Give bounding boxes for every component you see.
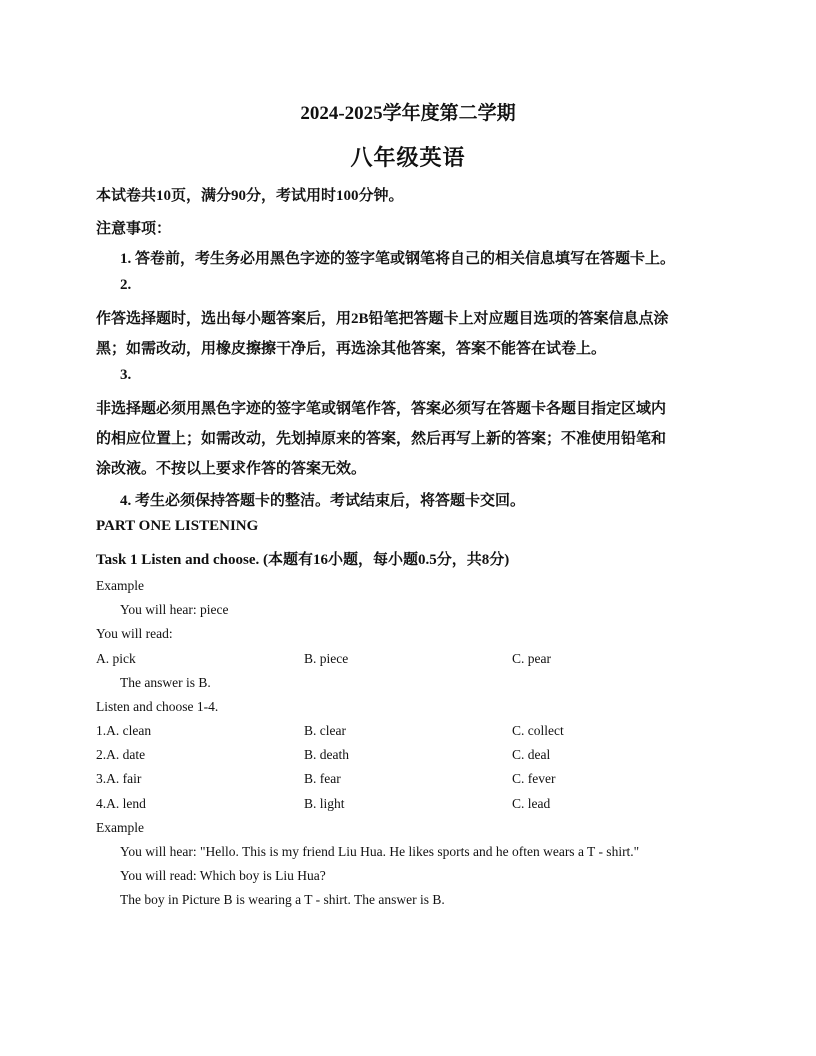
question-3-option-a: 3.A. fair [96, 771, 142, 786]
example-2-answer: The boy in Picture B is wearing a T - shirt. The answer is B. [120, 892, 445, 907]
note-3-line-2: 的相应位置上；如需改动，先划掉原来的答案，然后再写上新的答案；不准使用铅笔和 [96, 431, 667, 447]
listen-instruction: Listen and choose 1-4. [96, 699, 219, 714]
example-2-read: You will read: Which boy is Liu Hua? [120, 868, 326, 883]
task-heading: Task 1 Listen and choose. (本题有16小题，每小题0.5分，共8分) [96, 552, 510, 568]
subject-title: 八年级英语 [350, 145, 466, 170]
question-3-option-b: B. fear [304, 771, 341, 786]
note-2-line-1: 作答选择题时，选出每小题答案后，用2B铅笔把答题卡上对应题目选项的答案信息点涂 [96, 311, 669, 327]
notes-title: 注意事项： [96, 221, 172, 237]
question-2-option-b: B. death [304, 747, 349, 762]
intro-text: 本试卷共10页，满分90分，考试用时100分钟。 [96, 188, 404, 204]
example-1-hear: You will hear: piece [120, 602, 229, 617]
note-1: 1. 答卷前，考生务必用黑色字迹的签字笔或钢笔将自己的相关信息填写在答题卡上。 [120, 251, 676, 267]
example-1-answer: The answer is B. [120, 675, 211, 690]
example-1-read: You will read: [96, 626, 173, 641]
question-2-option-c: C. deal [512, 747, 551, 762]
question-4-option-c: C. lead [512, 796, 551, 811]
note-2-line-2: 黑；如需改动，用橡皮擦擦干净后，再选涂其他答案，答案不能答在试卷上。 [96, 341, 607, 357]
question-2-option-a: 2.A. date [96, 747, 146, 762]
question-1-option-b: B. clear [304, 723, 346, 738]
note-4: 4. 考生必须保持答题卡的整洁。考试结束后，将答题卡交回。 [120, 493, 526, 509]
example-1-option-b: B. piece [304, 651, 349, 666]
note-3-number: 3. [120, 367, 132, 383]
part-heading: PART ONE LISTENING [96, 518, 259, 534]
question-1-option-a: 1.A. clean [96, 723, 152, 738]
example-1-label: Example [96, 578, 144, 593]
term-title: 2024-2025学年度第二学期 [300, 103, 516, 124]
question-3-option-c: C. fever [512, 771, 556, 786]
example-2-label: Example [96, 820, 144, 835]
note-3-line-1: 非选择题必须用黑色字迹的签字笔或钢笔作答，答案必须写在答题卡各题目指定区域内 [96, 401, 667, 417]
question-1-option-c: C. collect [512, 723, 564, 738]
note-2-number: 2. [120, 277, 132, 293]
question-4-option-a: 4.A. lend [96, 796, 146, 811]
question-4-option-b: B. light [304, 796, 345, 811]
example-2-hear: You will hear: "Hello. This is my friend Liu Hua. He likes sports and he often wears a T - shirt." [120, 844, 640, 859]
example-1-option-a: A. pick [96, 651, 136, 666]
note-3-line-3: 涂改液。不按以上要求作答的答案无效。 [96, 461, 367, 477]
example-1-option-c: C. pear [512, 651, 551, 666]
